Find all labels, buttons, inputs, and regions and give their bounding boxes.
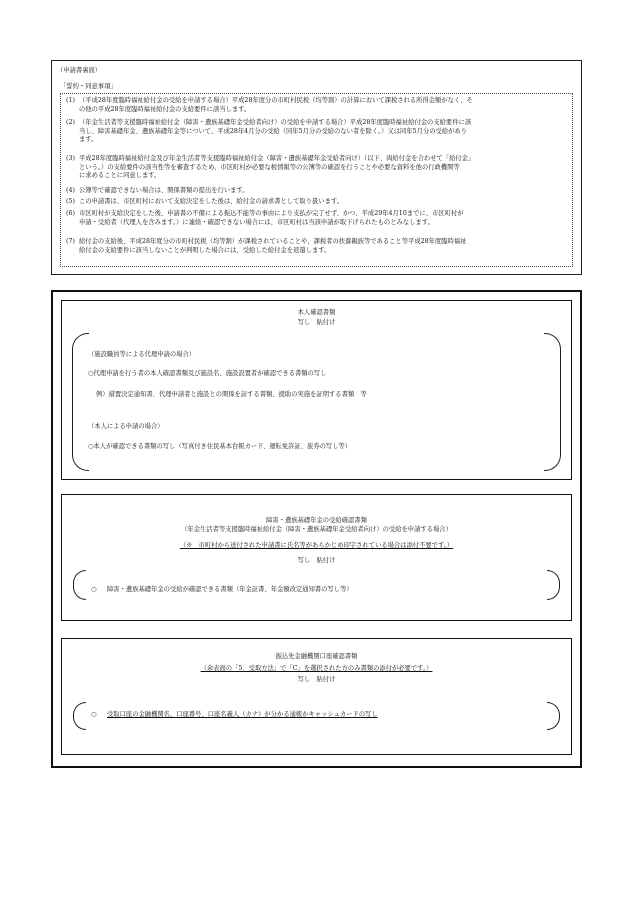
pledge-item-text [79,155,571,181]
bullet-icon: ○ [91,586,97,593]
pledge-item-line: に求めることに同意します。 [79,172,161,180]
pledge-item-number: (7) [66,238,75,245]
pledge-item-number: (3) [66,155,75,162]
pledge-item [66,187,571,196]
pledge-item-line: 当し、障害基礎年金、遺族基礎年金等について、平成28年4月分の受給（同年5月分の受給のない者を除く。）又は同年5月分の受給があり [79,127,468,135]
pledge-item-line: 公簿等で確認できない場合は、関係書類の提出を行います。 [79,187,249,194]
proxy-application-heading: （施設職員等による代理申請の場合） [88,351,196,358]
pledge-item-number: (5) [66,198,75,205]
pledge-item-line: 給付金の支給後、平成28年度分の市町村民税（均等割）が課税されていることや、課税者の扶養親族等であること等平成28年度臨時福祉 [79,238,467,245]
pledge-item-line: ます。 [79,136,98,144]
pledge-item [66,210,571,227]
pledge-item-line: この申請書は、市区町村において支給決定をした後は、給付金の請求書として取り扱います。 [79,198,343,205]
bracket-left [73,702,86,730]
panel-title: 本人確認書類 [297,309,336,316]
pledge-item-line: の他の平成28年度臨時福祉給付金の支給要件に該当します。 [79,105,251,113]
pledge-item [66,238,571,255]
pledge-item-line: 申請・受給者（代理人を含みます。）に連絡・確認できない場合には、市区町村は当該申請が取下げられたものとみなします。 [79,218,434,226]
panel-subtitle: （年金生活者等支援臨時福祉給付金（障害・遺族基礎年金受給者向け）の受給を申請する場合） [181,526,452,533]
bank-document-panel [61,638,572,755]
bracket-left [73,570,86,600]
attach-instruction: 写し 貼付け [297,676,336,683]
back-side-label: （申請書裏面） [57,67,102,74]
pledge-item-text [79,210,571,227]
pledge-item-number: (2) [66,119,75,126]
pledge-item-text [79,238,571,255]
pledge-item-line: （年金生活者等支援臨時福祉給付金（障害・遺族基礎年金受給者向け）の受給を申請する場合）平成28年度臨時福祉給付金の支給要件に該 [79,119,472,126]
pledge-item-text [79,97,571,114]
bracket-right [544,333,561,471]
bracket-right [547,570,560,600]
panel-title: 障害・遺族基礎年金の受給確認書類 [266,517,367,524]
pledge-item [66,198,571,207]
pledge-item [66,155,571,181]
bracket-left [72,333,89,471]
proxy-document-example: 例）措置決定通知書、代理申請者と施設との関係を証する書類、援助の実施を証明する書類 等 [96,391,367,398]
pledge-item-text [79,198,571,207]
bracket-right [547,702,560,730]
identity-document-panel [61,300,572,480]
pledge-item-line: 給付金の支給要件に該当しないことが判明した場合には、受給した給付金を返還します。 [79,246,331,254]
pension-document-panel [61,494,572,621]
pledge-item-line: （平成28年度臨時福祉給付金の受給を申請する場合）平成28年度分の市町村民税（均等割）の計算において課税される所得金額がなく、そ [79,97,473,104]
exemption-note: （※ 市町村から送付された申請書に氏名等があらかじめ印字されている場合は添付不要です。） [179,542,454,549]
pledge-item-number: (6) [66,210,75,217]
pledge-item-text [79,187,571,196]
self-document-item: ○本人が確認できる書類の写し（写真付き住民基本台帳カード、運転免許証、旅券の写し等） [88,443,352,450]
self-application-heading: （本人による申請の場合） [88,423,164,430]
pledge-item-number: (1) [66,97,75,104]
proxy-document-item: ○代理申請を行う者の本人確認書類及び施設名、施設設置者が確認できる書類の写し [88,370,327,377]
condition-note: （余表面の「5．受取方法」で「C」を選択された方のみ書類の添付が必要です。） [200,665,433,672]
panel-title: 振込先金融機関口座確認書類 [275,653,358,660]
pledge-item [66,119,571,145]
attach-instruction: 写し 貼付け [297,557,336,564]
bullet-icon: ○ [91,711,97,718]
pension-document-item: 障害・遺族基礎年金の受給が確認できる書類（年金証書、年金額改定通知書の写し等） [107,586,353,593]
attach-instruction: 写し 貼付け [297,319,336,326]
pledge-item-line: という。）の支給要件の該当性等を審査するため、市区町村が必要な税情報等の公簿等の確認を行うことや必要な資料を他の行政機関等 [79,163,460,171]
pledge-item-number: (4) [66,187,75,194]
pledge-item-line: 平成28年度臨時福祉給付金及び年金生活者等支援臨時福祉給付金（障害・遺族基礎年金受給者向け）（以下、両給付金を合わせて「給付金」 [79,155,475,162]
pledge-item [66,97,571,114]
pledge-item-line: 市区町村が支給決定をした後、申請書の不備による振込不能等の事由により支払が完了せず、かつ、平成29年4月10までに、市区町村が [79,210,464,217]
bank-document-item: 受取口座の金融機関名、口座番号、口座名義人（カナ）が分かる通帳かキャッシュカードの写し [107,711,378,718]
pledge-heading: 「誓約・同意事項」 [60,83,117,90]
pledge-item-text [79,119,571,145]
